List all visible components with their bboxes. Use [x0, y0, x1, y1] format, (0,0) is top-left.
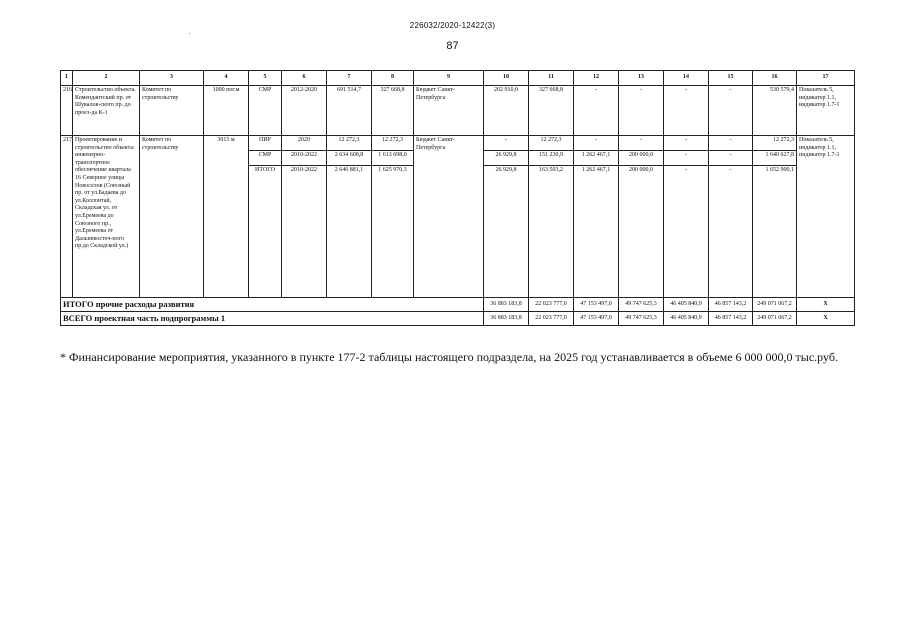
column-number: 13: [619, 71, 664, 86]
cell-c11: 163 503,2: [529, 166, 574, 298]
cell-c12: -: [574, 86, 619, 136]
stage: ПИР: [249, 136, 282, 151]
cell-c16: 12 272,3: [753, 136, 797, 151]
cell-c14: 46 405 840,9: [664, 312, 709, 326]
customer: Комитет по строительству: [140, 86, 204, 136]
column-number: 17: [797, 71, 855, 86]
column-number: 3: [140, 71, 204, 86]
column-number: 2: [73, 71, 140, 86]
column-number: 9: [414, 71, 484, 86]
cell-c10: 26 929,8: [484, 151, 529, 166]
cell-c12: 47 153 497,0: [574, 312, 619, 326]
financed-amount: 327 668,8: [372, 86, 414, 136]
cell-c10: -: [484, 136, 529, 151]
estimated-cost: 2 646 881,1: [327, 166, 372, 298]
cell-c12: 1 262 467,1: [574, 166, 619, 298]
cell-c11: 22 023 777,0: [529, 298, 574, 312]
period: 2010-2022: [282, 166, 327, 298]
cell-c13: 49 747 625,3: [619, 312, 664, 326]
cell-c10: 36 883 183,8: [484, 298, 529, 312]
column-number: 5: [249, 71, 282, 86]
cell-c16: 1 640 627,8: [753, 151, 797, 166]
cell-c17: X: [797, 312, 855, 326]
cell-c10: 26 929,8: [484, 166, 529, 298]
cell-c11: 151 230,9: [529, 151, 574, 166]
object-name: Проектирование и строительство объекта: инженерно-транспортное обеспечение квартала 16 Северное улицы Новоселов (Союзный пр. от ул.Бадаева до ул.Коллонтай, Складская ул. от ул.Еремеева до Союзного пр., ул.Еремеева от Дальневосточ-ного пр.до Складской ул.): [73, 136, 140, 298]
column-number: 16: [753, 71, 797, 86]
cell-c11: 327 668,8: [529, 86, 574, 136]
page-number: 87: [446, 40, 459, 52]
cell-c13: 200 000,0: [619, 151, 664, 166]
column-number: 1: [61, 71, 73, 86]
capacity: 1000 пог.м: [204, 86, 249, 136]
customer: Комитет по строительству: [140, 136, 204, 298]
funding-source: Бюджет Санкт-Петербурга: [414, 136, 484, 298]
total-other-row: [61, 298, 855, 312]
object-name: Строительство объекта. Комендантский пр. от Шувалов-ского пр. до проез-да К-1: [73, 86, 140, 136]
row-number: 217: [61, 136, 73, 298]
indicator: Показатель 5, индикатор 1.1, индикатор 1.7-1: [797, 136, 855, 298]
total-all-row: [61, 312, 855, 326]
document-id: 226032/2020-12422(3): [409, 21, 496, 30]
table-row-216: [61, 86, 855, 136]
stage: СМР: [249, 86, 282, 136]
column-number-row: [61, 71, 855, 86]
row-number: 216: [61, 86, 73, 136]
cell-c16: 530 579,4: [753, 86, 797, 136]
funding-source: Бюджет Санкт-Петербурга: [414, 86, 484, 136]
estimated-cost: 12 272,3: [327, 136, 372, 151]
cell-c10: 36 883 183,8: [484, 312, 529, 326]
column-number: 12: [574, 71, 619, 86]
finance-table: [60, 70, 855, 326]
table-row-217: [61, 136, 855, 151]
cell-c11: 22 023 777,0: [529, 312, 574, 326]
indicator: Показатель 5, индикатор 1.1, индикатор 1.7-1: [797, 86, 855, 136]
cell-c12: 1 262 467,1: [574, 151, 619, 166]
cell-c15: -: [709, 166, 753, 298]
cell-c16: 249 071 067,2: [753, 298, 797, 312]
period: 2010-2022: [282, 151, 327, 166]
cell-c17: X: [797, 298, 855, 312]
capacity: 3015 м: [204, 136, 249, 298]
cell-c15: -: [709, 136, 753, 151]
column-number: 11: [529, 71, 574, 86]
column-number: 4: [204, 71, 249, 86]
scan-speck: [189, 33, 190, 34]
cell-c15: 46 857 143,2: [709, 312, 753, 326]
estimated-cost: 691 514,7: [327, 86, 372, 136]
footnote: * Финансирование мероприятия, указанного в пункте 177-2 таблицы настоящего подраздела, на 2025 год устанавливается в объеме 6 000 000,0 тыс.руб.: [60, 350, 838, 364]
cell-c13: -: [619, 136, 664, 151]
column-number: 15: [709, 71, 753, 86]
period: 2012-2020: [282, 86, 327, 136]
period: 2020: [282, 136, 327, 151]
total-all-label: ВСЕГО проектная часть подпрограммы 1: [61, 312, 484, 326]
cell-c15: -: [709, 86, 753, 136]
cell-c14: -: [664, 136, 709, 151]
cell-c15: -: [709, 151, 753, 166]
financed-amount: 12 272,3: [372, 136, 414, 151]
column-number: 8: [372, 71, 414, 86]
cell-c14: -: [664, 151, 709, 166]
cell-c12: 47 153 497,0: [574, 298, 619, 312]
stage: ИТОГО: [249, 166, 282, 298]
column-number: 6: [282, 71, 327, 86]
cell-c14: -: [664, 166, 709, 298]
cell-c10: 202 910,0: [484, 86, 529, 136]
column-number: 7: [327, 71, 372, 86]
cell-c14: 46 405 840,9: [664, 298, 709, 312]
cell-c13: -: [619, 86, 664, 136]
cell-c16: 249 071 067,2: [753, 312, 797, 326]
cell-c15: 46 857 143,2: [709, 298, 753, 312]
cell-c13: 200 000,0: [619, 166, 664, 298]
financed-amount: 1 625 970,3: [372, 166, 414, 298]
financed-amount: 1 613 698,0: [372, 151, 414, 166]
cell-c16: 1 652 900,1: [753, 166, 797, 298]
cell-c11: 12 272,3: [529, 136, 574, 151]
cell-c12: -: [574, 136, 619, 151]
estimated-cost: 2 634 608,8: [327, 151, 372, 166]
column-number: 10: [484, 71, 529, 86]
cell-c14: -: [664, 86, 709, 136]
column-number: 14: [664, 71, 709, 86]
total-other-label: ИТОГО прочие расходы развития: [61, 298, 484, 312]
cell-c13: 49 747 625,3: [619, 298, 664, 312]
stage: СМР: [249, 151, 282, 166]
